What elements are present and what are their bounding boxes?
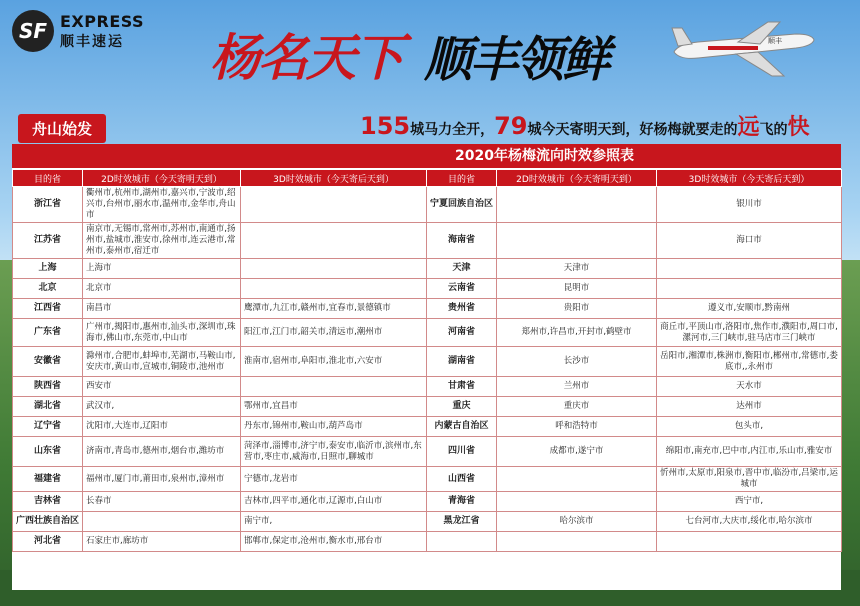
brand-cn: 顺丰速运 <box>60 33 124 50</box>
tagline-num-2: 79 <box>494 112 528 140</box>
two-day-cities-cell <box>497 467 657 492</box>
two-day-cities-cell: 上海市 <box>83 259 241 279</box>
two-day-cities-cell <box>497 492 657 512</box>
table-header-row <box>13 170 842 187</box>
province-cell: 贵州省 <box>427 299 497 319</box>
three-day-cities-cell: 宁德市,龙岩市 <box>241 467 427 492</box>
table-row <box>13 223 842 259</box>
two-day-cities-cell: 成都市,遂宁市 <box>497 437 657 467</box>
column-header: 2D时效城市（今天寄明天到） <box>83 170 241 187</box>
three-day-cities-cell <box>241 187 427 223</box>
sf-logo-text <box>60 12 144 51</box>
province-cell: 宁夏回族自治区 <box>427 187 497 223</box>
province-cell: 黑龙江省 <box>427 512 497 532</box>
three-day-cities-cell: 鄂州市,宜昌市 <box>241 397 427 417</box>
tagline <box>360 110 810 141</box>
table-row <box>13 187 842 223</box>
two-day-cities-cell <box>497 532 657 552</box>
slogan <box>210 18 608 90</box>
province-cell: 陕西省 <box>13 377 83 397</box>
table-row <box>13 492 842 512</box>
province-cell: 湖南省 <box>427 347 497 377</box>
three-day-cities-cell: 忻州市,太原市,阳泉市,晋中市,临汾市,吕梁市,运城市 <box>657 467 842 492</box>
two-day-cities-cell: 重庆市 <box>497 397 657 417</box>
table-title <box>12 144 841 169</box>
province-cell: 湖北省 <box>13 397 83 417</box>
origin-tag: 舟山始发 <box>18 114 106 143</box>
table-title-text: 2020年杨梅流向时效参照表 <box>455 148 634 164</box>
three-day-cities-cell: 包头市, <box>657 417 842 437</box>
three-day-cities-cell: 南宁市, <box>241 512 427 532</box>
tagline-text-4: 飞的 <box>759 122 788 138</box>
three-day-cities-cell: 邯郸市,保定市,沧州市,衡水市,邢台市 <box>241 532 427 552</box>
tagline-text-3: 好杨梅就要走的 <box>639 122 738 138</box>
three-day-cities-cell <box>241 377 427 397</box>
three-day-cities-cell: 吉林市,四平市,通化市,辽源市,白山市 <box>241 492 427 512</box>
slogan-part-2: 顺丰领鲜 <box>424 32 609 88</box>
column-header: 2D时效城市（今天寄明天到） <box>497 170 657 187</box>
table-row <box>13 259 842 279</box>
tagline-word-1: 远 <box>737 115 760 140</box>
province-cell: 四川省 <box>427 437 497 467</box>
table-row <box>13 347 842 377</box>
tagline-num-1: 155 <box>360 112 411 140</box>
three-day-cities-cell: 淮南市,宿州市,阜阳市,淮北市,六安市 <box>241 347 427 377</box>
two-day-cities-cell: 天津市 <box>497 259 657 279</box>
province-cell: 天津 <box>427 259 497 279</box>
two-day-cities-cell: 哈尔滨市 <box>497 512 657 532</box>
two-day-cities-cell: 郑州市,许昌市,开封市,鹤壁市 <box>497 319 657 347</box>
column-header: 目的省 <box>13 170 83 187</box>
timeliness-table <box>12 169 842 552</box>
province-cell: 内蒙古自治区 <box>427 417 497 437</box>
two-day-cities-cell: 广州市,揭阳市,惠州市,汕头市,深圳市,珠海市,佛山市,东莞市,中山市 <box>83 319 241 347</box>
table-row <box>13 397 842 417</box>
province-cell: 安徽省 <box>13 347 83 377</box>
province-cell: 重庆 <box>427 397 497 417</box>
three-day-cities-cell: 七台河市,大庆市,绥化市,哈尔滨市 <box>657 512 842 532</box>
table-row <box>13 467 842 492</box>
province-cell: 辽宁省 <box>13 417 83 437</box>
three-day-cities-cell: 银川市 <box>657 187 842 223</box>
tagline-word-2: 快 <box>787 115 810 140</box>
three-day-cities-cell <box>241 223 427 259</box>
three-day-cities-cell: 达州市 <box>657 397 842 417</box>
province-cell: 浙江省 <box>13 187 83 223</box>
three-day-cities-cell <box>657 279 842 299</box>
province-cell: 广西壮族自治区 <box>13 512 83 532</box>
province-cell: 河北省 <box>13 532 83 552</box>
province-cell: 山西省 <box>427 467 497 492</box>
two-day-cities-cell: 南昌市 <box>83 299 241 319</box>
three-day-cities-cell <box>241 279 427 299</box>
two-day-cities-cell: 滁州市,合肥市,蚌埠市,芜湖市,马鞍山市,安庆市,黄山市,宣城市,铜陵市,池州市 <box>83 347 241 377</box>
two-day-cities-cell: 西安市 <box>83 377 241 397</box>
three-day-cities-cell: 海口市 <box>657 223 842 259</box>
three-day-cities-cell <box>657 259 842 279</box>
province-cell: 山东省 <box>13 437 83 467</box>
two-day-cities-cell: 南京市,无锡市,常州市,苏州市,南通市,扬州市,盐城市,淮安市,徐州市,连云港市,常州市,泰州市,宿迁市 <box>83 223 241 259</box>
three-day-cities-cell: 岳阳市,湘潭市,株洲市,衡阳市,郴州市,常德市,娄底市,,永州市 <box>657 347 842 377</box>
province-cell <box>427 532 497 552</box>
table-row <box>13 417 842 437</box>
province-cell: 甘肃省 <box>427 377 497 397</box>
two-day-cities-cell <box>83 512 241 532</box>
two-day-cities-cell <box>497 187 657 223</box>
cargo-plane-icon <box>668 20 818 80</box>
three-day-cities-cell: 遵义市,安顺市,黔南州 <box>657 299 842 319</box>
three-day-cities-cell <box>657 532 842 552</box>
table-row <box>13 512 842 532</box>
table-row <box>13 319 842 347</box>
column-header: 3D时效城市（今天寄后天到） <box>241 170 427 187</box>
table-row <box>13 377 842 397</box>
two-day-cities-cell: 福州市,厦门市,莆田市,泉州市,漳州市 <box>83 467 241 492</box>
three-day-cities-cell: 绵阳市,南充市,巴中市,内江市,乐山市,雅安市 <box>657 437 842 467</box>
province-cell: 云南省 <box>427 279 497 299</box>
province-cell: 上海 <box>13 259 83 279</box>
brand-en: EXPRESS <box>60 11 145 31</box>
three-day-cities-cell <box>241 259 427 279</box>
three-day-cities-cell: 西宁市, <box>657 492 842 512</box>
table-row <box>13 532 842 552</box>
two-day-cities-cell: 呼和浩特市 <box>497 417 657 437</box>
table-row <box>13 279 842 299</box>
timeliness-table-panel <box>12 144 841 590</box>
two-day-cities-cell: 衢州市,杭州市,湖州市,嘉兴市,宁波市,绍兴市,台州市,丽水市,温州市,金华市,舟山市 <box>83 187 241 223</box>
province-cell: 河南省 <box>427 319 497 347</box>
sf-logo-mark: SF <box>12 10 54 52</box>
province-cell: 广东省 <box>13 319 83 347</box>
column-header: 3D时效城市（今天寄后天到） <box>657 170 842 187</box>
slogan-part-1: 杨名天下 <box>210 28 402 87</box>
two-day-cities-cell: 长春市 <box>83 492 241 512</box>
two-day-cities-cell: 武汉市, <box>83 397 241 417</box>
province-cell: 福建省 <box>13 467 83 492</box>
province-cell: 江苏省 <box>13 223 83 259</box>
three-day-cities-cell: 鹰潭市,九江市,赣州市,宜春市,景德镇市 <box>241 299 427 319</box>
table-row <box>13 299 842 319</box>
two-day-cities-cell: 昆明市 <box>497 279 657 299</box>
tagline-text-1: 城马力全开， <box>410 122 495 138</box>
tagline-text-2: 城今天寄明天到， <box>527 122 640 138</box>
sf-logo <box>12 10 144 52</box>
plane-label: 顺丰 <box>768 37 782 45</box>
table-row <box>13 437 842 467</box>
column-header: 目的省 <box>427 170 497 187</box>
province-cell: 青海省 <box>427 492 497 512</box>
two-day-cities-cell: 济南市,青岛市,德州市,烟台市,潍坊市 <box>83 437 241 467</box>
three-day-cities-cell: 菏泽市,淄博市,济宁市,泰安市,临沂市,滨州市,东营市,枣庄市,威海市,日照市,聊城市 <box>241 437 427 467</box>
three-day-cities-cell: 阳江市,江门市,韶关市,清远市,潮州市 <box>241 319 427 347</box>
two-day-cities-cell <box>497 223 657 259</box>
three-day-cities-cell: 丹东市,锦州市,鞍山市,葫芦岛市 <box>241 417 427 437</box>
two-day-cities-cell: 北京市 <box>83 279 241 299</box>
two-day-cities-cell: 石家庄市,廊坊市 <box>83 532 241 552</box>
three-day-cities-cell: 天水市 <box>657 377 842 397</box>
two-day-cities-cell: 贵阳市 <box>497 299 657 319</box>
province-cell: 吉林省 <box>13 492 83 512</box>
two-day-cities-cell: 沈阳市,大连市,辽阳市 <box>83 417 241 437</box>
three-day-cities-cell: 商丘市,平顶山市,洛阳市,焦作市,濮阳市,周口市,漯河市,三门峡市,驻马店市三门峡市 <box>657 319 842 347</box>
province-cell: 江西省 <box>13 299 83 319</box>
province-cell: 北京 <box>13 279 83 299</box>
province-cell: 海南省 <box>427 223 497 259</box>
two-day-cities-cell: 长沙市 <box>497 347 657 377</box>
two-day-cities-cell: 兰州市 <box>497 377 657 397</box>
